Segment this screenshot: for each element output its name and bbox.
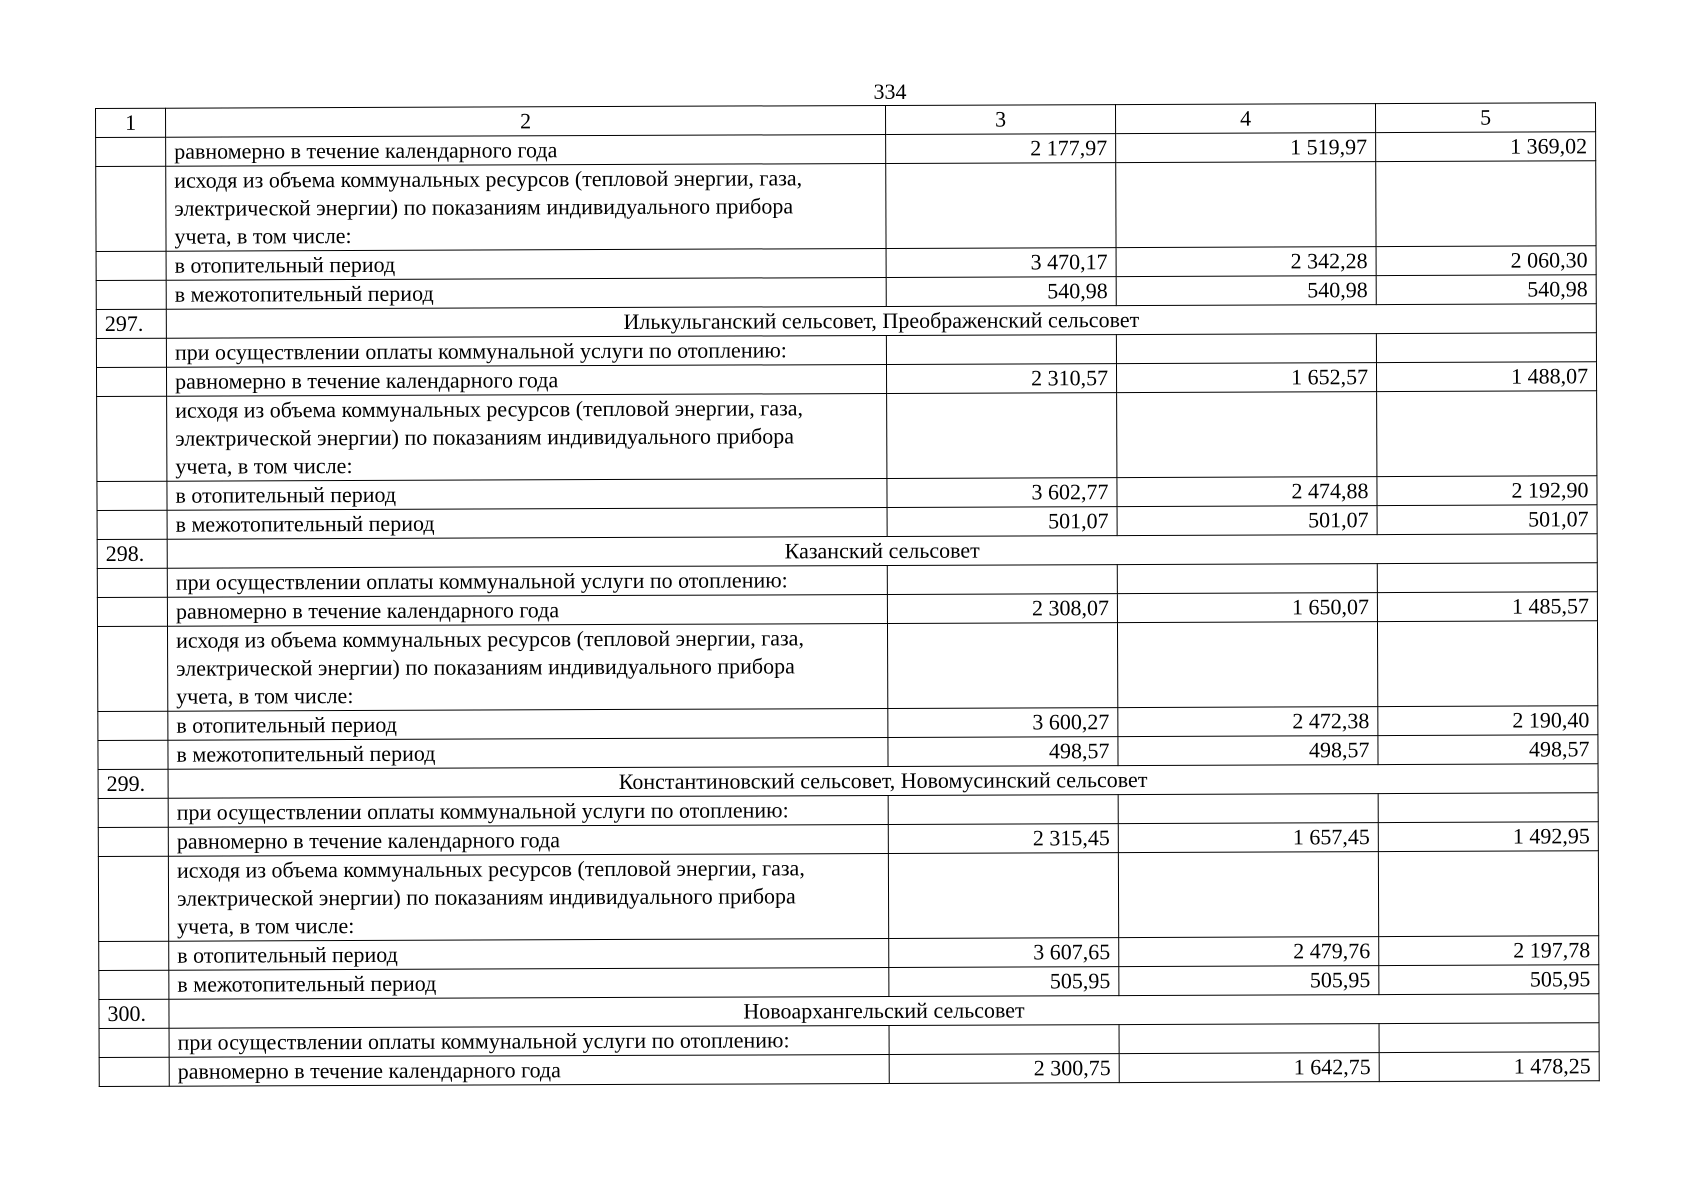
row-label [168, 853, 888, 941]
row-number-cell [98, 856, 168, 941]
row-label-line: электрической энергии) по показаниям индивидуального прибора [175, 423, 795, 451]
column-header-3: 3 [885, 105, 1115, 135]
row-number-cell [98, 798, 168, 827]
value-cell-v4: 1 642,75 [1119, 1053, 1379, 1083]
row-label: в отопительный период [167, 478, 887, 510]
value-cell-v4: 2 342,28 [1116, 247, 1376, 277]
section-number: 297. [96, 309, 166, 338]
row-label: в отопительный период [169, 938, 889, 970]
section-title: Илькульганский сельсовет, Преображенский сельсовет [166, 304, 1596, 338]
value-cell-v5: 1 488,07 [1376, 362, 1596, 392]
row-label-line: исходя из объема коммунальных ресурсов (тепловой энергии, газа, [176, 855, 805, 883]
value-cell-v4: 1 519,97 [1116, 133, 1376, 163]
value-cell-v4 [1118, 794, 1378, 824]
row-number-cell [97, 396, 167, 481]
row-label: при осуществлении оплаты коммунальной услуги по отоплению: [169, 1025, 889, 1057]
row-label: в межотопительный период [166, 277, 886, 309]
row-number-cell [96, 137, 166, 166]
value-cell-v3: 2 315,45 [888, 824, 1118, 854]
value-cell-empty [1376, 161, 1596, 247]
column-header-4: 4 [1115, 104, 1375, 134]
row-label: равномерно в течение календарного года [166, 364, 886, 396]
table-row [96, 161, 1596, 252]
row-number-cell [97, 568, 167, 597]
value-cell-empty [1377, 621, 1597, 707]
value-cell-v4 [1117, 564, 1377, 594]
value-cell-empty [1118, 852, 1378, 938]
value-cell-v5 [1378, 793, 1598, 823]
row-number-cell [97, 597, 167, 626]
value-cell-v4: 2 479,76 [1119, 937, 1379, 967]
row-label: равномерно в течение календарного года [166, 134, 886, 166]
value-cell-empty [1116, 162, 1376, 248]
row-label: при осуществлении оплаты коммунальной услуги по отоплению: [168, 795, 888, 827]
value-cell-v3: 505,95 [889, 967, 1119, 997]
value-cell-empty [887, 623, 1117, 709]
row-label: при осуществлении оплаты коммунальной услуги по отоплению: [167, 565, 887, 597]
value-cell-empty [886, 163, 1116, 249]
row-label-line: учета, в том числе: [176, 683, 354, 709]
section-number: 299. [98, 769, 168, 798]
row-number-cell [96, 166, 166, 251]
row-label-line: исходя из объема коммунальных ресурсов (тепловой энергии, газа, [175, 395, 804, 423]
value-cell-v5 [1379, 1023, 1599, 1053]
value-cell-v3: 501,07 [887, 507, 1117, 537]
value-cell-v4: 2 472,38 [1118, 707, 1378, 737]
table-row [97, 391, 1597, 482]
row-label: при осуществлении оплаты коммунальной услуги по отоплению: [166, 335, 886, 367]
tariff-table [95, 102, 1600, 1087]
value-cell-v3 [886, 335, 1116, 365]
value-cell-v5: 2 192,90 [1377, 476, 1597, 506]
row-number-cell [97, 481, 167, 510]
section-title: Константиновский сельсовет, Новомусинский сельсовет [168, 764, 1598, 798]
value-cell-v4: 1 657,45 [1118, 823, 1378, 853]
row-number-cell [99, 941, 169, 970]
section-number: 298. [97, 539, 167, 568]
value-cell-v4: 540,98 [1116, 276, 1376, 306]
value-cell-v3: 540,98 [886, 277, 1116, 307]
value-cell-empty [1117, 392, 1377, 478]
table-body [96, 103, 1600, 1087]
row-number-cell [98, 827, 168, 856]
row-label-line: электрической энергии) по показаниям индивидуального прибора [176, 883, 796, 911]
column-header-2: 2 [166, 105, 886, 137]
row-number-cell [99, 970, 169, 999]
value-cell-v5 [1376, 333, 1596, 363]
row-label-line: исходя из объема коммунальных ресурсов (тепловой энергии, газа, [175, 625, 804, 653]
value-cell-v3 [888, 795, 1118, 825]
value-cell-v5 [1377, 563, 1597, 593]
value-cell-empty [887, 393, 1117, 479]
row-label-line: электрической энергии) по показаниям индивидуального прибора [174, 193, 794, 221]
value-cell-v3 [889, 1025, 1119, 1055]
value-cell-v3: 2 300,75 [889, 1054, 1119, 1084]
value-cell-empty [888, 853, 1118, 939]
value-cell-v4 [1116, 334, 1376, 364]
value-cell-v3: 3 600,27 [888, 708, 1118, 738]
value-cell-v3: 3 602,77 [887, 478, 1117, 508]
value-cell-v5: 505,95 [1379, 965, 1599, 995]
row-number-cell [96, 367, 166, 396]
row-label: в отопительный период [168, 708, 888, 740]
table-row [97, 621, 1597, 712]
value-cell-v3: 2 308,07 [887, 594, 1117, 624]
row-number-cell [98, 740, 168, 769]
value-cell-v3: 3 607,65 [889, 938, 1119, 968]
row-label: равномерно в течение календарного года [169, 1054, 889, 1086]
row-label [167, 623, 887, 711]
column-header-1: 1 [96, 108, 166, 137]
row-number-cell [96, 251, 166, 280]
value-cell-v5: 1 478,25 [1379, 1052, 1599, 1082]
row-label [166, 163, 886, 251]
value-cell-empty [1378, 851, 1598, 937]
value-cell-v4: 505,95 [1119, 966, 1379, 996]
page-number: 334 [873, 79, 907, 104]
value-cell-v5: 498,57 [1378, 735, 1598, 765]
section-number: 300. [99, 999, 169, 1028]
row-label-line: учета, в том числе: [177, 913, 355, 939]
value-cell-v5: 1 369,02 [1376, 132, 1596, 162]
row-number-cell [99, 1028, 169, 1057]
value-cell-v4 [1119, 1024, 1379, 1054]
row-label: в межотопительный период [168, 737, 888, 769]
value-cell-v4: 1 652,57 [1116, 363, 1376, 393]
value-cell-v5: 540,98 [1376, 275, 1596, 305]
value-cell-v4: 1 650,07 [1117, 593, 1377, 623]
section-title: Казанский сельсовет [167, 534, 1597, 568]
value-cell-v4: 501,07 [1117, 506, 1377, 536]
row-label-line: учета, в том числе: [174, 223, 352, 249]
value-cell-v3: 2 177,97 [886, 134, 1116, 164]
row-number-cell [96, 280, 166, 309]
value-cell-empty [1377, 391, 1597, 477]
value-cell-v5: 2 190,40 [1378, 706, 1598, 736]
value-cell-v5: 501,07 [1377, 505, 1597, 535]
row-label-line: электрической энергии) по показаниям индивидуального прибора [176, 653, 795, 681]
value-cell-v5: 1 485,57 [1377, 592, 1597, 622]
row-label: в межотопительный период [169, 967, 889, 999]
row-label: равномерно в течение календарного года [167, 594, 887, 626]
value-cell-v4: 2 474,88 [1117, 477, 1377, 507]
row-number-cell [96, 338, 166, 367]
value-cell-v5: 2 060,30 [1376, 246, 1596, 276]
value-cell-v3: 2 310,57 [886, 364, 1116, 394]
section-title: Новоархангельский сельсовет [169, 994, 1599, 1028]
table-row [98, 851, 1598, 942]
value-cell-v5: 2 197,78 [1379, 936, 1599, 966]
value-cell-v5: 1 492,95 [1378, 822, 1598, 852]
row-number-cell [99, 1057, 169, 1086]
value-cell-v3: 498,57 [888, 737, 1118, 767]
row-label: в межотопительный период [167, 507, 887, 539]
table-row [99, 1052, 1599, 1087]
row-number-cell [97, 510, 167, 539]
column-header-5: 5 [1375, 103, 1595, 133]
row-label [167, 393, 887, 481]
row-label-line: учета, в том числе: [175, 453, 353, 479]
value-cell-empty [1117, 622, 1377, 708]
row-number-cell [98, 711, 168, 740]
value-cell-v3 [887, 565, 1117, 595]
value-cell-v4: 498,57 [1118, 736, 1378, 766]
row-label: равномерно в течение календарного года [168, 824, 888, 856]
value-cell-v3: 3 470,17 [886, 248, 1116, 278]
row-label: в отопительный период [166, 248, 886, 280]
row-label-line: исходя из объема коммунальных ресурсов (тепловой энергии, газа, [174, 165, 803, 193]
row-number-cell [97, 626, 167, 711]
